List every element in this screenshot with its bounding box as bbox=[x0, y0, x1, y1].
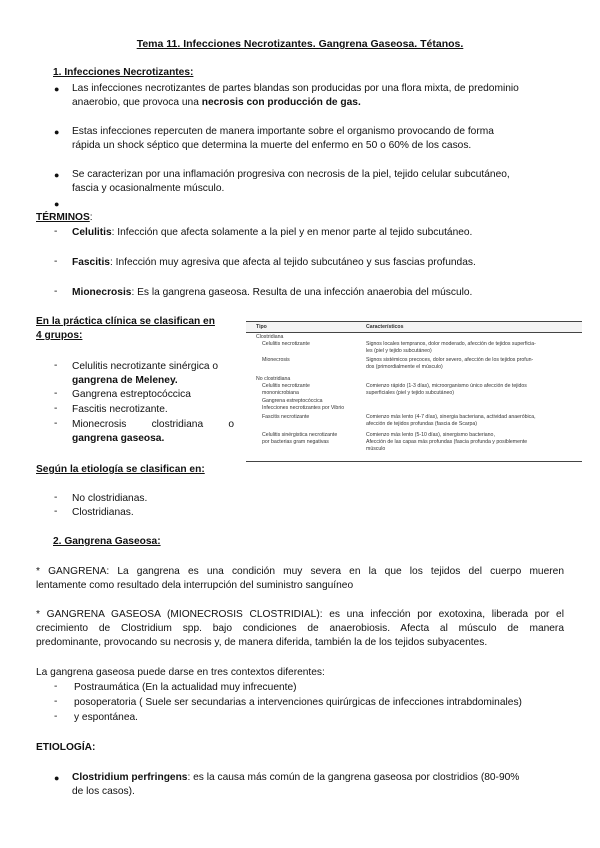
clinica-item4-word1: Mionecrosis bbox=[72, 419, 127, 430]
clinica-item4-word2: clostridiana bbox=[151, 419, 204, 430]
etiologia-b1-line2: de los casos). bbox=[72, 786, 135, 797]
table-cell: Clostridiana bbox=[256, 334, 284, 340]
classification-table bbox=[246, 321, 582, 463]
etiologia-b1-text: : es la causa más común de la gangrena gaseosa por clostridios (80-90% bbox=[187, 772, 520, 783]
page-title: Tema 11. Infecciones Necrotizantes. Gangrena Gaseosa. Tétanos. bbox=[136, 38, 464, 50]
s1-bullet1-text: anaerobio, que provoca una bbox=[72, 97, 202, 108]
s1-bullet1-line2 bbox=[72, 96, 361, 110]
dash-marker: - bbox=[54, 360, 58, 371]
term-mionecrosis-def: : Es la gangrena gaseosa. Resulta de una infección anaerobia del músculo. bbox=[131, 287, 473, 298]
clinica-item1-line2: gangrena de Meleney. bbox=[72, 375, 178, 386]
clinica-item4-line2: gangrena gaseosa. bbox=[72, 433, 165, 444]
table-cell: les (piel y tejido subcutáneo) bbox=[366, 348, 432, 354]
table-cell: Fascitis necrotizante bbox=[262, 414, 310, 420]
table-cell: Signos locales tempranos, dolor moderado, afección de tejidos superficia- bbox=[366, 341, 536, 347]
clinica-item2: Gangrena estreptocóccica bbox=[72, 389, 191, 400]
table-cell: afección de tejidos profundas (fascia de Scarpa) bbox=[366, 421, 478, 427]
s1-bullet3-line2: fascia y ocasionalmente músculo. bbox=[72, 183, 225, 194]
table-cell: Afección de las capas más profundas (fascia profunda y posiblemente bbox=[366, 439, 528, 445]
dash-marker: - bbox=[54, 492, 58, 503]
section-2-heading: 2. Gangrena Gaseosa: bbox=[53, 536, 161, 547]
clinica-item4-line1 bbox=[72, 418, 234, 432]
table-cell: Infecciones necrotizantes por Vibrio bbox=[262, 405, 345, 411]
term-fascitis-name: Fascitis bbox=[72, 257, 110, 268]
dash-marker: - bbox=[54, 418, 58, 429]
clinica-heading-line1: En la práctica clínica se clasifican en bbox=[36, 316, 215, 327]
clinica-item4-word3: o bbox=[228, 419, 234, 430]
etiologia-b1-line1 bbox=[72, 771, 519, 785]
dash-marker: - bbox=[54, 286, 58, 297]
s2-p3: La gangrena gaseosa puede darse en tres contextos diferentes: bbox=[36, 667, 325, 678]
term-celulitis bbox=[72, 226, 472, 240]
s2-p1-line2: lentamente como resultado dela interrupción del suministro sanguíneo bbox=[36, 580, 354, 591]
s1-bullet2-line2: rápida un shock séptico que determina la muerte del enfermo en 50 o 60% de los casos. bbox=[72, 140, 472, 151]
dash-marker: - bbox=[54, 256, 58, 267]
term-fascitis bbox=[72, 256, 476, 270]
s2-context1: Postraumática (En la actualidad muy infrecuente) bbox=[74, 682, 297, 693]
table-header bbox=[246, 321, 582, 333]
table-cell: Comienzo rápido (1-3 días), microorganismo único afección de tejidos bbox=[366, 383, 527, 389]
term-mionecrosis bbox=[72, 286, 472, 300]
table-cell: dos (primordialmente el músculo) bbox=[366, 364, 443, 370]
s2-p2-line1: * GANGRENA GASEOSA (MIONECROSIS CLOSTRIDIAL): es una infección por exotoxina, liberada por el bbox=[36, 609, 564, 620]
dash-marker: - bbox=[54, 696, 58, 707]
table-cell: Mionecrosis bbox=[262, 357, 290, 363]
s2-context3: y espontánea. bbox=[74, 712, 139, 723]
bullet-icon: ● bbox=[54, 170, 60, 180]
dash-marker: - bbox=[54, 403, 58, 414]
terminos-heading bbox=[36, 211, 93, 225]
s2-p1-line1: * GANGRENA: La gangrena es una condición muy severa en la que los tejidos del cuerpo mueren bbox=[36, 566, 564, 577]
etiologia-class-item1: No clostridianas. bbox=[72, 493, 148, 504]
dash-marker: - bbox=[54, 711, 58, 722]
table-cell: superficiales (piel y tejido subcutáneo) bbox=[366, 390, 454, 396]
table-col-tipo: Tipo bbox=[256, 324, 267, 330]
table-cell: No clostridiana bbox=[256, 376, 291, 382]
term-fascitis-def: : Infección muy agresiva que afecta al tejido subcutáneo y sus fascias profundas. bbox=[109, 257, 476, 268]
bullet-icon: ● bbox=[54, 199, 60, 209]
etiologia-heading: ETIOLOGÍA: bbox=[36, 742, 96, 753]
table-cell: Celulitis necrotizante bbox=[262, 341, 310, 347]
term-celulitis-name: Celulitis bbox=[72, 227, 112, 238]
table-bottom-rule bbox=[246, 461, 582, 462]
table-cell: Signos sistémicos precoces, dolor severo, afección de los tejidos profun- bbox=[366, 357, 534, 363]
table-cell: músculo bbox=[366, 446, 386, 452]
dash-marker: - bbox=[54, 681, 58, 692]
table-col-caracteristicos: Característicos bbox=[366, 324, 404, 330]
table-cell: por bacterias gram negativas bbox=[262, 439, 329, 445]
table-cell: Gangrena estreptocóccica bbox=[262, 398, 323, 404]
s1-bullet1-bold: necrosis con producción de gas. bbox=[201, 97, 361, 108]
s1-bullet2-line1: Estas infecciones repercuten de manera importante sobre el organismo provocando de forma bbox=[72, 126, 494, 137]
clinica-heading-line2: 4 grupos: bbox=[36, 330, 83, 341]
s2-p2-line2: crecimiento de Clostridium spp. bajo condiciones de anaerobiosis. Afecta al músculo de manera bbox=[36, 623, 564, 634]
bullet-icon: ● bbox=[54, 773, 60, 783]
etiologia-class-item2: Clostridianas. bbox=[72, 507, 134, 518]
term-mionecrosis-name: Mionecrosis bbox=[72, 287, 132, 298]
s1-bullet1-line1: Las infecciones necrotizantes de partes blandas son producidas por una flora mixta, de predominio bbox=[72, 83, 519, 94]
dash-marker: - bbox=[54, 388, 58, 399]
clinica-item3: Fascitis necrotizante. bbox=[72, 404, 168, 415]
s1-bullet3-line1: Se caracterizan por una inflamación progresiva con necrosis de la piel, tejido celular subcutáneo, bbox=[72, 169, 510, 180]
bullet-icon: ● bbox=[54, 127, 60, 137]
s2-context2: posoperatoria ( Suele ser secundarias a intervenciones quirúrgicas de infecciones intrabdominales) bbox=[74, 697, 522, 708]
terminos-title: TÉRMINOS bbox=[36, 212, 90, 223]
bullet-icon: ● bbox=[54, 84, 60, 94]
clinica-item1-line1: Celulitis necrotizante sinérgica o bbox=[72, 361, 219, 372]
dash-marker: - bbox=[54, 226, 58, 237]
table-cell: Comienzo más lento (5-10 días), sinergismo bacteriano, bbox=[366, 432, 495, 438]
table-cell: Comienzo más lento (4-7 días), sinergia bacteriana, actividad anaeróbica, bbox=[366, 414, 536, 420]
table-cell: Celulitis sinérgistica necrotizante bbox=[262, 432, 338, 438]
table-cell: Celulitis necrotizante bbox=[262, 383, 310, 389]
terminos-colon: : bbox=[89, 212, 93, 223]
table-cell: mononicrobiana bbox=[262, 390, 299, 396]
section-1-heading: 1. Infecciones Necrotizantes: bbox=[53, 67, 194, 78]
etiologia-class-heading: Según la etiología se clasifican en: bbox=[36, 464, 205, 475]
etiologia-b1-term: Clostridium perfringens bbox=[72, 772, 188, 783]
term-celulitis-def: : Infección que afecta solamente a la piel y en menor parte al tejido subcutáneo. bbox=[111, 227, 473, 238]
dash-marker: - bbox=[54, 506, 58, 517]
s2-p2-line3: predominante, provocando su necrosis y, de manera diferida, también la de los tejidos subyacentes. bbox=[36, 637, 488, 648]
